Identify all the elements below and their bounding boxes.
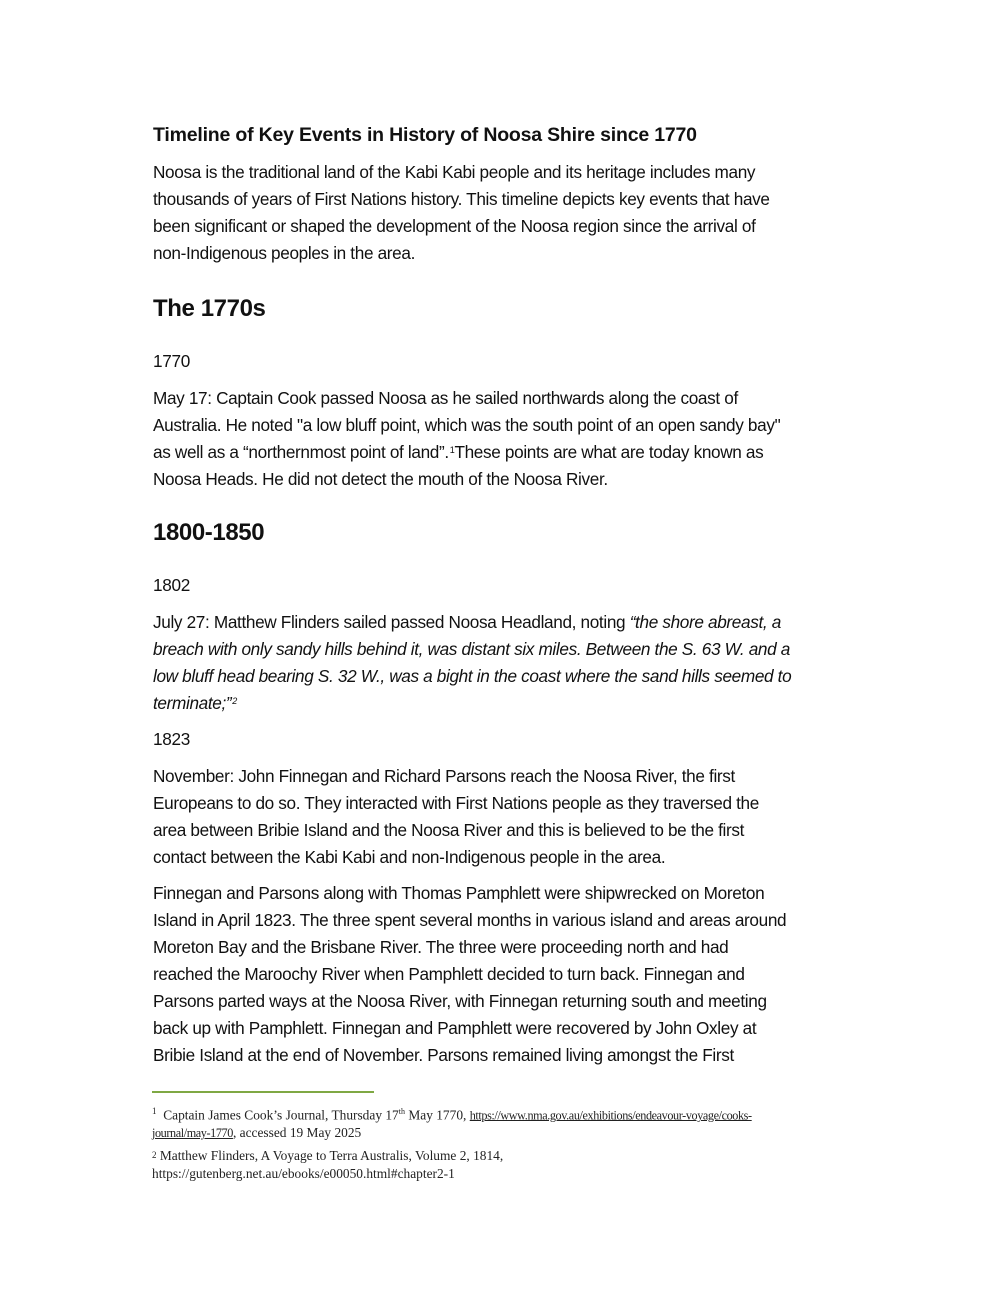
intro-line: been significant or shaped the development of the Noosa region since the arrival of xyxy=(153,216,756,236)
entry-line-part: as well as a “northernmost point of land”. xyxy=(153,442,449,462)
intro-paragraph xyxy=(153,159,853,267)
entry-line: back up with Pamphlett. Finnegan and Pamphlett were recovered by John Oxley at xyxy=(153,1018,757,1038)
quote-text: terminate;” xyxy=(153,693,232,713)
entry-1802-text xyxy=(153,609,853,717)
entry-line-part: These points are what are today known as xyxy=(454,442,764,462)
entry-line: reached the Maroochy River when Pamphlett decided to turn back. Finnegan and xyxy=(153,964,745,984)
footnote-link-nma-cont[interactable]: journal/may-1770 xyxy=(152,1126,233,1141)
entry-year-1823: 1823 xyxy=(153,729,191,749)
footnote-number: 2 xyxy=(152,1150,157,1160)
entry-lead: July 27: Matthew Flinders sailed passed Noosa Headland, noting xyxy=(153,612,630,632)
document-title: Timeline of Key Events in History of Noosa Shire since 1770 xyxy=(153,124,697,146)
entry-line: Europeans to do so. They interacted with First Nations people as they traversed the xyxy=(153,793,759,813)
quote-text: “the shore abreast, a xyxy=(629,612,781,632)
footnote-number: 1 xyxy=(152,1106,157,1116)
entry-line: area between Bribie Island and the Noosa River and this is believed to be the first xyxy=(153,820,745,840)
intro-line: thousands of years of First Nations history. This timeline depicts key events that have xyxy=(153,189,770,209)
footnote-separator xyxy=(152,1091,374,1093)
entry-line: May 17: Captain Cook passed Noosa as he sailed northwards along the coast of xyxy=(153,388,738,408)
intro-line: non-Indigenous peoples in the area. xyxy=(153,243,416,263)
entry-line: contact between the Kabi Kabi and non-Indigenous people in the area. xyxy=(153,847,666,867)
footnote-url-text: https://gutenberg.net.au/ebooks/e00050.html#chapter2-1 xyxy=(152,1166,455,1181)
entry-line: Noosa Heads. He did not detect the mouth of the Noosa River. xyxy=(153,469,608,489)
footnote-text: , accessed 19 May 2025 xyxy=(232,1125,362,1141)
quote-line: breach with only sandy hills behind it, was distant six miles. Between the S. 63 W. and a xyxy=(153,639,790,659)
entry-line xyxy=(153,439,853,466)
entry-line: Moreton Bay and the Brisbane River. The three were proceeding north and had xyxy=(153,937,729,957)
entry-year-1770: 1770 xyxy=(153,351,191,371)
quote-line: low bluff head bearing S. 32 W., was a bight in the coast where the sand hills seemed to xyxy=(153,666,792,686)
entry-1823-paragraph-2 xyxy=(153,880,853,1069)
footnote-1 xyxy=(152,1103,832,1142)
footnote-text: Captain James Cook’s Journal, Thursday 17 xyxy=(163,1107,399,1123)
footnote-2 xyxy=(152,1147,832,1183)
section-heading-1800-1850: 1800-1850 xyxy=(153,519,265,546)
entry-line: Island in April 1823. The three spent several months in various island and areas around xyxy=(153,910,787,930)
footnote-link-nma[interactable]: https://www.nma.gov.au/exhibitions/endeavour-voyage/cooks- xyxy=(469,1108,752,1123)
footnote-ref-2[interactable]: 2 xyxy=(232,696,237,706)
entry-line: Bribie Island at the end of November. Parsons remained living amongst the First xyxy=(153,1045,734,1065)
footnote-ref-1[interactable]: 1 xyxy=(449,445,455,455)
intro-line: Noosa is the traditional land of the Kabi Kabi people and its heritage includes many xyxy=(153,162,756,182)
entry-line: Finnegan and Parsons along with Thomas Pamphlett were shipwrecked on Moreton xyxy=(153,883,765,903)
quote-line xyxy=(153,690,853,717)
entry-line: Parsons parted ways at the Noosa River, with Finnegan returning south and meeting xyxy=(153,991,767,1011)
footnote-text: May 1770, xyxy=(405,1107,470,1123)
entry-1823-paragraph-1 xyxy=(153,763,853,871)
entry-line: November: John Finnegan and Richard Parsons reach the Noosa River, the first xyxy=(153,766,735,786)
entry-line: Australia. He noted "a low bluff point, which was the south point of an open sandy bay" xyxy=(153,415,781,435)
entry-year-1802: 1802 xyxy=(153,575,191,595)
footnote-text: Matthew Flinders, A Voyage to Terra Australis, Volume 2, 1814, xyxy=(159,1148,504,1163)
section-heading-1770s: The 1770s xyxy=(153,295,266,322)
entry-line xyxy=(153,609,853,636)
entry-1770-text xyxy=(153,385,853,493)
footnote-ordinal: th xyxy=(398,1107,405,1116)
